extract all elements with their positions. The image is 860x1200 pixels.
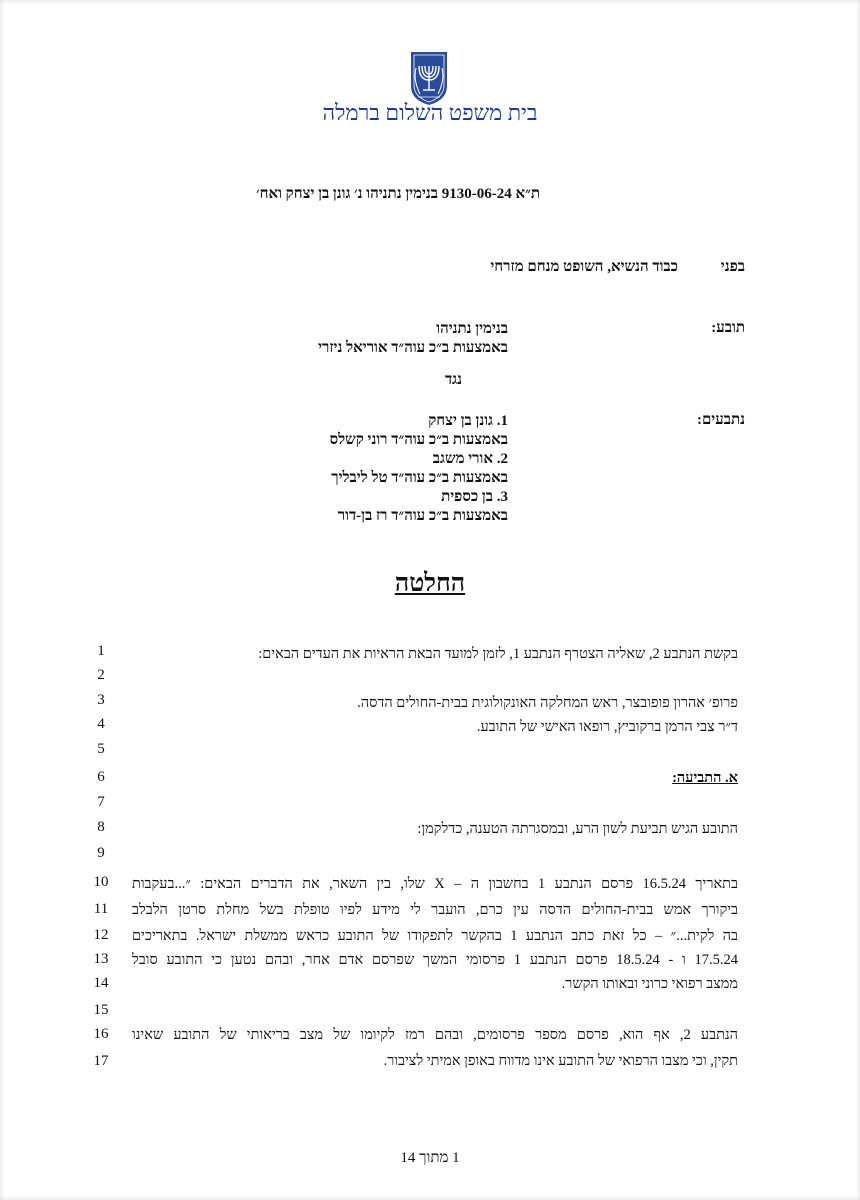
- plaintiff-counsel: באמצעות ב״כ עוה״ד אוריאל ניזרי: [318, 340, 508, 356]
- line-number: 17: [93, 1053, 109, 1069]
- line-number: 5: [97, 741, 105, 757]
- body-line: פרופ׳ אהרון פופובצר, ראש המחלקה האונקולוגית בבית-החולים הדסה.: [357, 695, 738, 711]
- body-line: ביקורך אמש בבית-החולים הדסה עין כרם, הועבר לי מידע לפיו טופלת בשל מחלת סרטן הלבלב: [132, 902, 738, 918]
- defendant-line: 2. אורי משגב: [432, 451, 508, 467]
- line-number: 4: [97, 716, 105, 732]
- line-number: 3: [97, 692, 105, 708]
- body-line: ממצב רפואי כרוני ובאותו הקשר.: [561, 976, 738, 992]
- section-heading: א. התביעה:: [672, 770, 738, 786]
- defendant-line: באמצעות ב״כ עוה״ד רוני קשלס: [329, 432, 508, 448]
- body-line: בקשת הנתבע 2, שאליה הצטרף הנתבע 1, לזמן למועד הבאת הראיות את העדים הבאים:: [258, 646, 738, 662]
- court-name: בית משפט השלום ברמלה: [322, 100, 538, 125]
- line-number: 2: [97, 667, 105, 683]
- line-number: 14: [93, 975, 109, 991]
- line-number: 15: [93, 1002, 109, 1018]
- body-line: 17.5.24 ו - 18.5.24 פרסם הנתבע 1 פרסומי המשך שפרסם אדם אחר, ובהם נטען כי התובע סובל: [132, 952, 738, 968]
- defendant-line: באמצעות ב״כ עוה״ד רז בן-דור: [337, 508, 508, 524]
- line-number: 1: [97, 643, 105, 659]
- defendant-line: באמצעות ב״כ עוה״ד טל ליבליך: [331, 470, 508, 486]
- body-line: בתאריך 16.5.24 פרסם הנתבע 1 בחשבון ה – X שלו, בין השאר, את הדברים הבאים: ״...בעקבות: [132, 876, 738, 892]
- line-number: 16: [93, 1026, 109, 1042]
- versus-label: נגד: [444, 372, 462, 388]
- body-line: הנתבע 2, אף הוא, פרסם מספר פרסומים, ובהם רמז לקיומו של מצב בריאותי של התובע שאינו: [132, 1027, 739, 1043]
- body-line: התובע הגיש תביעת לשון הרע, ובמסגרתה הטענה, כדלקמן:: [417, 821, 738, 837]
- defendant-line: 3. בן כספית: [441, 489, 508, 505]
- line-number: 10: [93, 874, 109, 890]
- line-number: 8: [97, 819, 105, 835]
- line-number: 7: [97, 794, 105, 810]
- judge-name: כבוד הנשיא, השופט מנחם מזרחי: [490, 259, 678, 275]
- case-title: ת״א 9130-06-24 בנימין נתניהו נ׳ גונן בן יצחק ואח׳: [256, 186, 540, 202]
- line-number: 9: [97, 845, 105, 861]
- plaintiff-name: בנימין נתניהו: [436, 321, 508, 337]
- line-number: 13: [93, 951, 109, 967]
- body-line: תקין, וכי מצבו הרפואי של התובע אינו מדווח באופן אמיתי לציבור.: [383, 1053, 738, 1069]
- state-emblem-icon: [408, 50, 450, 106]
- line-number: 12: [93, 927, 109, 943]
- defendant-line: 1. גונן בן יצחק: [428, 413, 508, 429]
- body-line: בה לקית...״ – כל זאת כתב הנתבע 1 בהקשר לתפקודו של התובע כראש ממשלת ישראל. בתאריכים: [132, 928, 738, 944]
- page-number: 1 מתוך 14: [400, 1150, 460, 1166]
- before-label: בפני: [720, 259, 745, 275]
- line-number: 6: [97, 769, 105, 785]
- line-number: 11: [93, 901, 109, 917]
- defendants-label: נתבעים:: [696, 412, 745, 428]
- body-line: ד״ר צבי הרמן ברקוביץ, רופאו האישי של התובע.: [476, 719, 738, 735]
- decision-heading: החלטה: [394, 570, 466, 597]
- plaintiff-label: תובע:: [711, 320, 745, 336]
